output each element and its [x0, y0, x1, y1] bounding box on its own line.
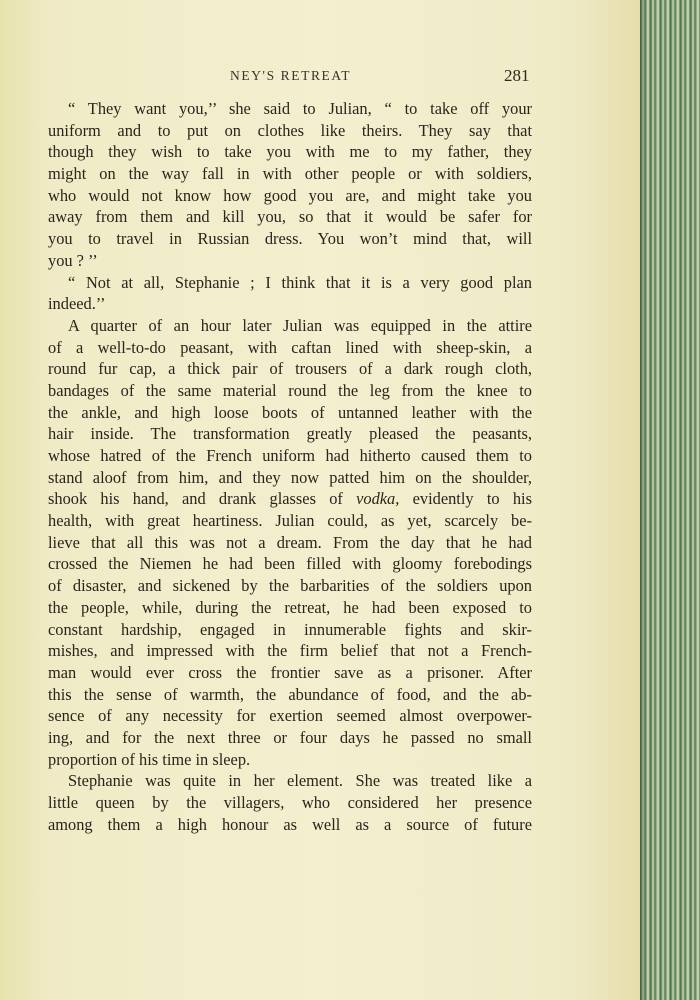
- text-line: might on the way fall in with other people or with soldiers,: [48, 164, 532, 184]
- text-line: though they wish to take you with me to my father, they: [48, 142, 532, 162]
- text-line: of a well-to-do peasant, with caftan lined with sheep-skin, a: [48, 337, 532, 357]
- body-text: [48, 98, 532, 835]
- text-line: bandages of the same material round the leg from the knee to: [48, 380, 532, 400]
- text-line: little queen by the villagers, who considered her presence: [48, 793, 532, 812]
- text-line: ing, and for the next three or four days he passed no small: [48, 727, 532, 747]
- text-line: the people, while, during the retreat, he had been exposed to: [48, 597, 532, 617]
- text-line: health, with great heartiness. Julian could, as yet, scarcely be-: [48, 511, 532, 531]
- text-line: crossed the Niemen he had been filled with gloomy forebodings: [48, 554, 532, 574]
- text-line: lieve that all this was not a dream. From the day that he had: [48, 532, 532, 552]
- page-edges: [640, 0, 700, 1000]
- text-line: away from them and kill you, so that it would be safer for: [48, 207, 532, 227]
- text-line: you to travel in Russian dress. You won’t mind that, will: [48, 229, 532, 249]
- text-line: [48, 488, 532, 510]
- text-line: of disaster, and sickened by the barbarities of the soldiers upon: [48, 576, 532, 596]
- text-line: sence of any necessity for exertion seemed almost overpower-: [48, 706, 532, 726]
- text-line: mishes, and impressed with the firm belief that not a French-: [48, 641, 532, 661]
- text-line: man would ever cross the frontier save as a prisoner. After: [48, 662, 532, 682]
- text-line: round fur cap, a thick pair of trousers of a dark rough cloth,: [48, 359, 532, 379]
- running-head: NEY'S RETREAT: [230, 68, 352, 83]
- text-line: uniform and to put on clothes like theirs. They say that: [48, 120, 532, 140]
- text-line: constant hardship, engaged in innumerable fights and skir-: [48, 619, 532, 639]
- text-line: A quarter of an hour later Julian was equipped in the attire: [68, 315, 532, 335]
- page-number: 281: [504, 66, 530, 85]
- text-line: “ Not at all, Stephanie ; I think that it is a very good plan: [68, 272, 532, 292]
- text-line: among them a high honour as well as a source of future: [48, 814, 532, 834]
- text-line: indeed.’’: [48, 294, 106, 314]
- text-line: whose hatred of the French uniform had hitherto caused them to: [48, 446, 532, 465]
- text-line: the ankle, and high loose boots of untanned leather with the: [48, 402, 532, 422]
- page-header: [0, 66, 648, 90]
- text-line: proportion of his time in sleep.: [48, 749, 251, 769]
- text-line: you ? ’’: [48, 250, 98, 270]
- text-line: who would not know how good you are, and might take you: [48, 185, 532, 205]
- text-line: hair inside. The transformation greatly pleased the peasants,: [48, 424, 532, 444]
- text-line-start: shook his hand, and drank glasses of: [48, 489, 357, 509]
- text-line: this the sense of warmth, the abundance of food, and the ab-: [48, 684, 532, 704]
- text-line: Stephanie was quite in her element. She was treated like a: [68, 771, 532, 791]
- italic-word: vodka,: [356, 489, 400, 509]
- text-line-end: evidently to his: [399, 489, 532, 509]
- text-line: “ They want you,’’ she said to Julian, “ to take off your: [68, 99, 532, 118]
- text-line: stand aloof from him, and they now patted him on the shoulder,: [48, 467, 532, 487]
